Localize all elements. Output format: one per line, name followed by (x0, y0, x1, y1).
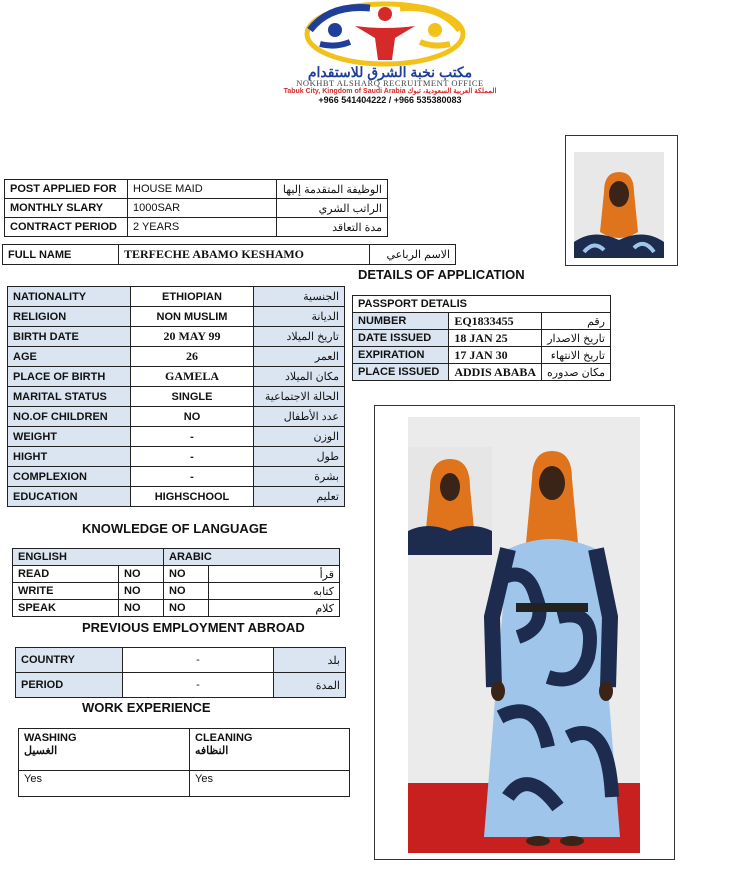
language-arabic-value: NO (164, 583, 209, 600)
cleaning-value: Yes (190, 771, 350, 797)
detail-value: 26 (131, 347, 254, 367)
applicant-full-body-photo (408, 417, 640, 853)
washing-label-arabic: الغسيل (24, 745, 58, 757)
cleaning-label: CLEANING (195, 732, 253, 744)
experience-table (18, 728, 350, 797)
passport-title-row (353, 296, 611, 313)
language-row (13, 600, 340, 617)
passport-label: PLACE ISSUED (353, 364, 449, 381)
detail-row (8, 487, 345, 507)
passport-table (352, 295, 611, 381)
detail-label-arabic: عدد الأطفال (254, 407, 345, 427)
language-skill-label-arabic: قرأ (209, 566, 340, 583)
detail-value: GAMELA (131, 367, 254, 387)
office-name-arabic: مكتب نخبة الشرق للاستقدام (307, 64, 473, 80)
job-value: 1000SAR (128, 199, 277, 218)
language-skill-label-arabic: كلام (209, 600, 340, 617)
passport-label: DATE ISSUED (353, 330, 449, 347)
language-arabic-value: NO (164, 600, 209, 617)
detail-value: HIGHSCHOOL (131, 487, 254, 507)
job-label: POST APPLIED FOR (5, 180, 128, 199)
passport-label: NUMBER (353, 313, 449, 330)
detail-label-arabic: الوزن (254, 427, 345, 447)
employment-row (16, 673, 346, 698)
detail-label-arabic: الجنسية (254, 287, 345, 307)
experience-heading: WORK EXPERIENCE (82, 700, 211, 715)
washing-value: Yes (19, 771, 190, 797)
job-table (4, 179, 388, 237)
detail-row (8, 307, 345, 327)
passport-photo-frame (565, 135, 678, 266)
detail-row (8, 467, 345, 487)
experience-washing-header (19, 729, 190, 771)
detail-label-arabic: طول (254, 447, 345, 467)
detail-value: SINGLE (131, 387, 254, 407)
job-value: HOUSE MAID (128, 180, 277, 199)
passport-value: 17 JAN 30 (449, 347, 542, 364)
detail-row (8, 407, 345, 427)
passport-row (353, 364, 611, 381)
job-label-arabic: مدة التعاقد (277, 218, 388, 237)
language-heading: KNOWLEDGE OF LANGUAGE (82, 521, 268, 536)
employment-label-arabic: بلد (274, 648, 346, 673)
detail-value: NO (131, 407, 254, 427)
passport-row (353, 313, 611, 330)
details-heading: DETAILS OF APPLICATION (358, 267, 525, 282)
employment-heading: PREVIOUS EMPLOYMENT ABROAD (82, 620, 305, 635)
experience-cleaning-header (190, 729, 350, 771)
language-skill-label-arabic: كتابه (209, 583, 340, 600)
detail-value: 20 MAY 99 (131, 327, 254, 347)
detail-label: PLACE OF BIRTH (8, 367, 131, 387)
detail-label-arabic: الحالة الاجتماعية (254, 387, 345, 407)
employment-label-arabic: المدة (274, 673, 346, 698)
detail-label-arabic: العمر (254, 347, 345, 367)
passport-label: EXPIRATION (353, 347, 449, 364)
passport-label-arabic: مكان صدوره (542, 364, 611, 381)
detail-value: - (131, 467, 254, 487)
office-logo (300, 0, 470, 68)
applicant-passport-photo (574, 152, 664, 258)
job-row (5, 180, 388, 199)
language-arabic-header: ARABIC (164, 549, 340, 566)
full-photo-frame (374, 405, 675, 860)
detail-label: EDUCATION (8, 487, 131, 507)
detail-label: MARITAL STATUS (8, 387, 131, 407)
language-row (13, 583, 340, 600)
detail-value: ETHIOPIAN (131, 287, 254, 307)
language-arabic-value: NO (164, 566, 209, 583)
full-name-value: TERFECHE ABAMO KESHAMO (119, 245, 370, 265)
job-row (5, 199, 388, 218)
employment-label: PERIOD (16, 673, 123, 698)
language-english-value: NO (119, 583, 164, 600)
job-label-arabic: الوظيفة المتقدمة إليها (277, 180, 388, 199)
office-name-english: NOKHBT ALSHARQ RECRUITMENT OFFICE (296, 78, 484, 88)
job-label: MONTHLY SLARY (5, 199, 128, 218)
employment-value: - (123, 648, 274, 673)
detail-row (8, 347, 345, 367)
detail-row (8, 427, 345, 447)
office-address: Tabuk City, Kingdom of Saudi Arabia المملكة العربية السعودية، تبوك (283, 88, 497, 95)
detail-row (8, 387, 345, 407)
passport-row (353, 347, 611, 364)
passport-label-arabic: رقم (542, 313, 611, 330)
letterhead (230, 0, 550, 110)
passport-label-arabic: تاريخ الانتهاء (542, 347, 611, 364)
detail-row (8, 447, 345, 467)
passport-title: PASSPORT DETALIS (353, 296, 611, 313)
language-english-header: ENGLISH (13, 549, 164, 566)
employment-table (15, 647, 346, 698)
language-row (13, 566, 340, 583)
detail-label: WEIGHT (8, 427, 131, 447)
detail-value: NON MUSLIM (131, 307, 254, 327)
language-table (12, 548, 340, 617)
detail-label-arabic: تعليم (254, 487, 345, 507)
detail-row (8, 367, 345, 387)
detail-label-arabic: تاريخ الميلاد (254, 327, 345, 347)
language-skill-label: READ (13, 566, 119, 583)
details-table (7, 286, 345, 507)
language-skill-label: SPEAK (13, 600, 119, 617)
detail-label: COMPLEXION (8, 467, 131, 487)
detail-label: RELIGION (8, 307, 131, 327)
language-english-value: NO (119, 566, 164, 583)
passport-value: ADDIS ABABA (449, 364, 542, 381)
employment-value: - (123, 673, 274, 698)
detail-label-arabic: مكان الميلاد (254, 367, 345, 387)
detail-value: - (131, 447, 254, 467)
detail-value: - (131, 427, 254, 447)
job-label: CONTRACT PERIOD (5, 218, 128, 237)
job-label-arabic: الراتب الشري (277, 199, 388, 218)
full-name-table (2, 244, 456, 265)
employment-label: COUNTRY (16, 648, 123, 673)
detail-label-arabic: بشرة (254, 467, 345, 487)
cleaning-label-arabic: النظافه (195, 745, 229, 757)
job-value: 2 YEARS (128, 218, 277, 237)
detail-label: NO.OF CHILDREN (8, 407, 131, 427)
washing-label: WASHING (24, 732, 77, 744)
passport-value: EQ1833455 (449, 313, 542, 330)
office-phones: +966 541404222 / +966 535380083 (318, 95, 462, 105)
job-row (5, 218, 388, 237)
passport-row (353, 330, 611, 347)
detail-label: HIGHT (8, 447, 131, 467)
detail-label: NATIONALITY (8, 287, 131, 307)
passport-label-arabic: تاريخ الاصدار (542, 330, 611, 347)
detail-label-arabic: الديانة (254, 307, 345, 327)
full-name-label: FULL NAME (3, 245, 119, 265)
full-name-label-arabic: الاسم الرباعي (370, 245, 456, 265)
detail-row (8, 287, 345, 307)
detail-label: BIRTH DATE (8, 327, 131, 347)
passport-value: 18 JAN 25 (449, 330, 542, 347)
language-skill-label: WRITE (13, 583, 119, 600)
detail-row (8, 327, 345, 347)
detail-label: AGE (8, 347, 131, 367)
language-english-value: NO (119, 600, 164, 617)
employment-row (16, 648, 346, 673)
